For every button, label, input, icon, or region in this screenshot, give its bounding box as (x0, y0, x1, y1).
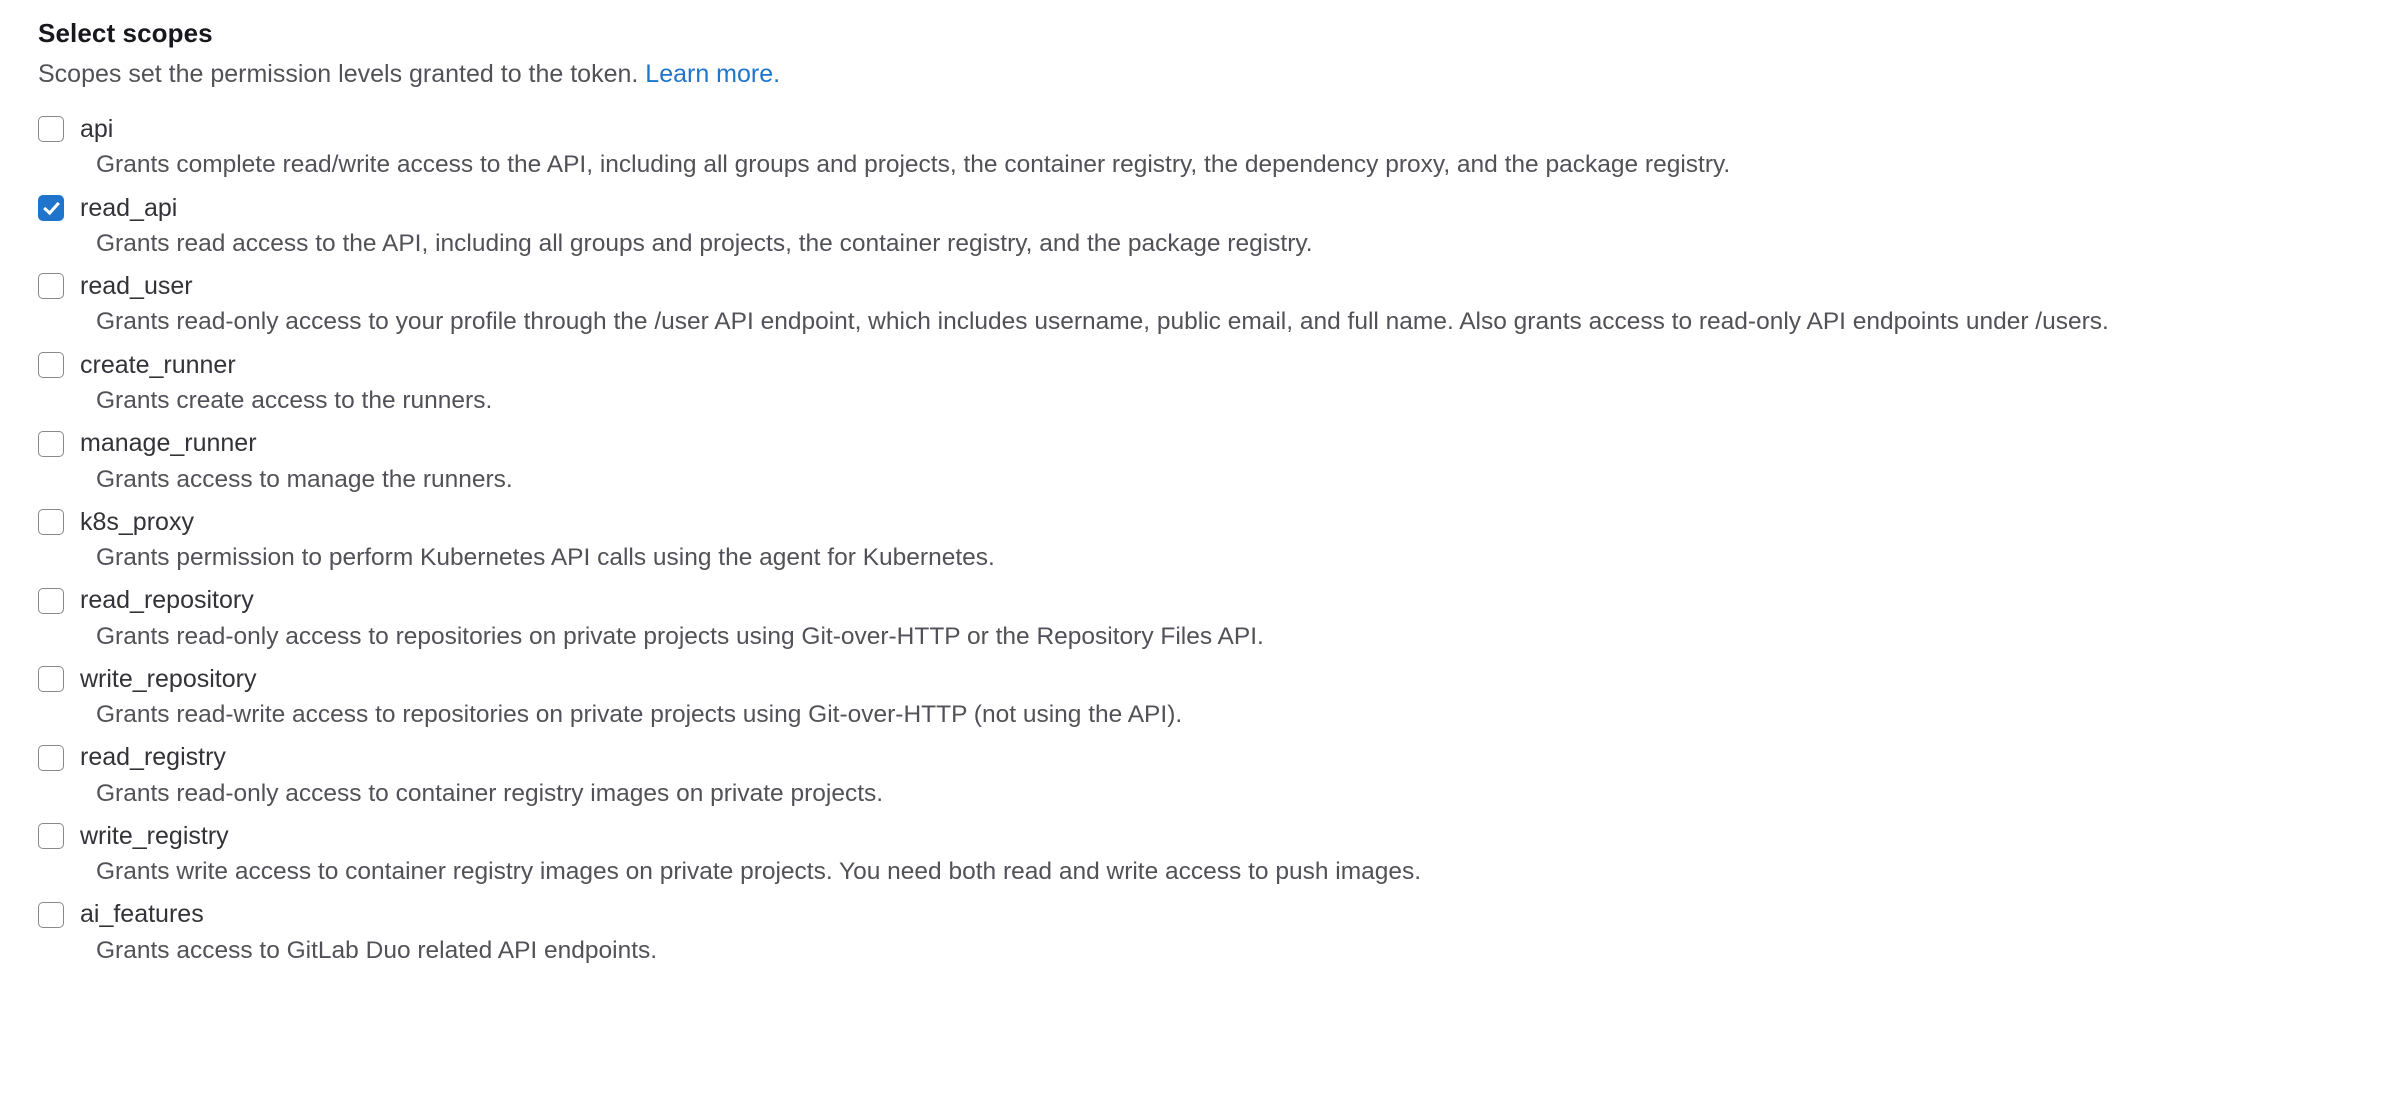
scope-name: api (80, 115, 114, 144)
scopes-description (38, 59, 2360, 90)
scope-description: Grants complete read/write access to the API, including all groups and projects, the container registry, the dependency proxy, and the package registry. (96, 151, 1731, 179)
scope-row (38, 584, 2360, 655)
scope-name: write_registry (80, 821, 229, 850)
scope-row (38, 191, 2360, 262)
checkbox-icon[interactable] (38, 588, 64, 614)
scope-toggle[interactable] (38, 269, 2360, 303)
scope-name: create_runner (80, 350, 236, 379)
scope-row (38, 898, 2360, 969)
scope-name: k8s_proxy (80, 507, 194, 536)
checkbox-icon[interactable] (38, 431, 64, 457)
scope-toggle[interactable] (38, 112, 2360, 146)
checkbox-icon[interactable] (38, 666, 64, 692)
checkbox-icon[interactable] (38, 509, 64, 535)
checkbox-icon[interactable] (38, 273, 64, 299)
checkbox-icon[interactable] (38, 902, 64, 928)
scope-description: Grants access to manage the runners. (96, 465, 513, 493)
scope-row (38, 269, 2360, 340)
scope-name: ai_features (80, 900, 204, 929)
scope-description: Grants read-only access to repositories on private projects using Git-over-HTTP or the Repository Files API. (96, 622, 1264, 650)
scope-row (38, 505, 2360, 576)
scope-description: Grants access to GitLab Duo related API endpoints. (96, 936, 658, 964)
checkbox-icon[interactable] (38, 116, 64, 142)
scope-toggle[interactable] (38, 662, 2360, 696)
scopes-description-text: Scopes set the permission levels granted to the token. (38, 60, 639, 89)
scope-row (38, 348, 2360, 419)
checkbox-icon[interactable] (38, 352, 64, 378)
scope-list (38, 112, 2360, 968)
checkbox-checked-icon[interactable] (38, 195, 64, 221)
scope-toggle[interactable] (38, 505, 2360, 539)
scope-name: read_user (80, 272, 193, 301)
scope-row (38, 427, 2360, 498)
scope-toggle[interactable] (38, 348, 2360, 382)
checkbox-icon[interactable] (38, 823, 64, 849)
scope-toggle[interactable] (38, 427, 2360, 461)
scope-toggle[interactable] (38, 898, 2360, 932)
scope-toggle[interactable] (38, 741, 2360, 775)
scope-description: Grants read-only access to your profile through the /user API endpoint, which includes username, public email, and full name. Also grants access to read-only API endpoints under /users. (96, 308, 2109, 336)
scope-name: read_repository (80, 586, 254, 615)
scope-description: Grants write access to container registry images on private projects. You need both read and write access to push images. (96, 858, 1422, 886)
scope-description: Grants read access to the API, including all groups and projects, the container registry, and the package registry. (96, 229, 1313, 257)
scope-name: manage_runner (80, 429, 257, 458)
scope-name: read_registry (80, 743, 226, 772)
scope-toggle[interactable] (38, 191, 2360, 225)
scope-description: Grants read-only access to container registry images on private projects. (96, 779, 884, 807)
scope-row (38, 662, 2360, 733)
checkbox-icon[interactable] (38, 745, 64, 771)
learn-more-link[interactable]: Learn more. (645, 60, 781, 89)
scope-row (38, 112, 2360, 183)
scope-name: read_api (80, 193, 178, 222)
scope-name: write_repository (80, 664, 257, 693)
scope-toggle[interactable] (38, 819, 2360, 853)
scope-description: Grants read-write access to repositories on private projects using Git-over-HTTP (not using the API). (96, 701, 1183, 729)
scope-toggle[interactable] (38, 584, 2360, 618)
scope-row (38, 819, 2360, 890)
scope-description: Grants permission to perform Kubernetes API calls using the agent for Kubernetes. (96, 544, 995, 572)
scope-row (38, 741, 2360, 812)
page-title: Select scopes (38, 18, 213, 48)
scope-description: Grants create access to the runners. (96, 386, 493, 414)
